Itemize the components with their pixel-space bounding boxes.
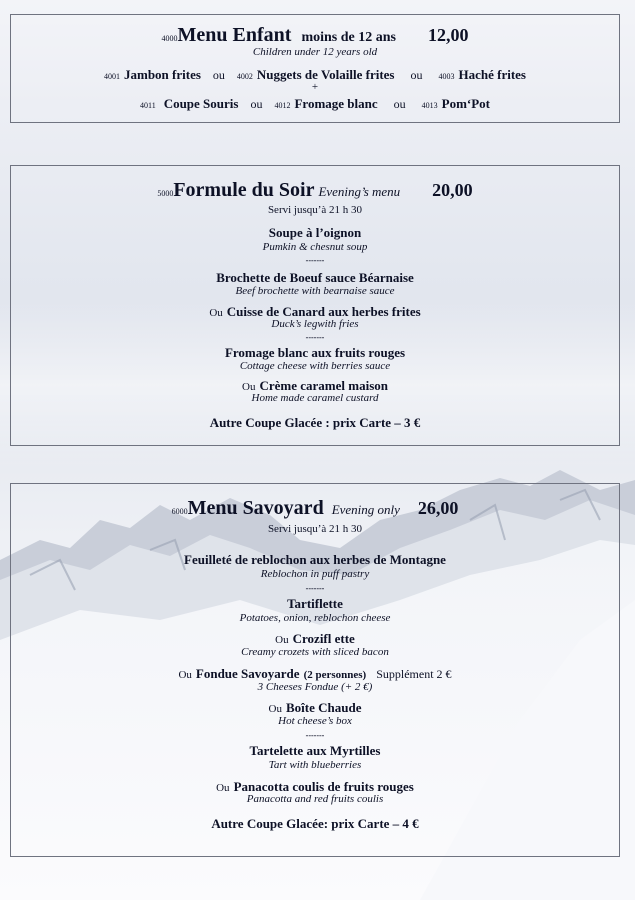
or-text: Ou <box>275 634 289 646</box>
menu-price: 12,00 <box>427 25 469 45</box>
item-code: 4001 <box>103 72 120 81</box>
menu-item: Panacotta coulis de fruits rouges <box>233 779 414 794</box>
separator: ------- <box>305 584 325 593</box>
menu-code: 4000 <box>161 34 178 43</box>
menu-item-english: 3 Cheeses Fondue (+ 2 €) <box>257 681 373 693</box>
or-text: Ou <box>268 703 282 715</box>
item-code: 4013 <box>421 101 438 110</box>
menu-item-english: Potatoes, onion, reblochon cheese <box>239 612 391 624</box>
menu-price: 20,00 <box>432 180 473 200</box>
menu-item-note: (2 personnes) <box>303 669 367 681</box>
menu-item-english: Cottage cheese with berries sauce <box>239 360 391 372</box>
menu-item: Boîte Chaude <box>285 700 362 715</box>
separator: ------- <box>305 731 325 740</box>
extra-ice-cream: Autre Coupe Glacée: prix Carte – 4 € <box>211 816 419 831</box>
menu-item: Crozifl ette <box>292 631 355 646</box>
menu-english-subtitle: Children under 12 years old <box>252 46 378 58</box>
menu-subtitle: Evening’s menu <box>318 184 401 199</box>
supplement-price: Supplément 2 € <box>376 667 452 681</box>
or-text: Ou <box>178 669 192 681</box>
menu-item: Tartelette aux Myrtilles <box>249 743 381 758</box>
menu-item-english: Pumkin & chesnut soup <box>262 241 368 253</box>
menu-item: Pom‘Pot <box>441 96 491 111</box>
or-text: Ou <box>216 782 230 794</box>
or-text: Ou <box>242 381 256 393</box>
menu-item: Cuisse de Canard aux herbes frites <box>226 304 421 319</box>
menu-title: Menu Enfant <box>177 24 292 46</box>
menu-enfant-section <box>10 14 620 123</box>
menu-item-english: Tart with blueberries <box>268 759 362 771</box>
menu-item: Jambon frites <box>123 67 201 82</box>
menu-title: Formule du Soir <box>173 179 315 201</box>
item-code: 4011 <box>139 101 156 110</box>
separator: ------- <box>305 256 325 265</box>
menu-item: Coupe Souris <box>163 96 239 111</box>
menu-item-english: Home made caramel custard <box>251 392 379 404</box>
menu-code: 5000 <box>157 189 174 198</box>
menu-subtitle: Evening only <box>331 502 400 517</box>
menu-item-english: Duck’s legwith fries <box>271 318 359 330</box>
menu-item: Crème caramel maison <box>259 378 388 393</box>
menu-item: Feuilleté de reblochon aux herbes de Montagne <box>184 552 446 567</box>
menu-title: Menu Savoyard <box>187 497 324 519</box>
menu-code: 6000 <box>171 507 188 516</box>
menu-item-english: Hot cheese’s box <box>278 715 352 727</box>
extra-ice-cream: Autre Coupe Glacée : prix Carte – 3 € <box>209 415 421 430</box>
menu-item: Brochette de Boeuf sauce Béarnaise <box>216 270 414 285</box>
menu-price: 26,00 <box>417 498 459 518</box>
menu-item: Fromage blanc aux fruits rouges <box>224 345 406 360</box>
or-text: ou <box>250 97 263 111</box>
menu-item: Nuggets de Volaille frites <box>256 67 395 82</box>
menu-item-english: Panacotta and red fruits coulis <box>246 793 384 805</box>
item-code: 4012 <box>274 101 291 110</box>
or-text: ou <box>393 97 406 111</box>
menu-item: Fondue Savoyarde <box>195 666 300 681</box>
menu-item-english: Creamy crozets with sliced bacon <box>241 646 389 658</box>
menu-item: Haché frites <box>458 67 526 82</box>
menu-subtitle: moins de 12 ans <box>301 30 396 45</box>
item-code: 4003 <box>438 72 455 81</box>
or-text: Ou <box>209 307 223 319</box>
menu-item: Fromage blanc <box>294 96 378 111</box>
menu-item: Soupe à l’oignon <box>268 225 362 240</box>
or-text: ou <box>212 68 225 82</box>
separator: ------- <box>305 333 325 342</box>
menu-item-english: Reblochon in puff pastry <box>260 568 370 580</box>
menu-item: Tartiflette <box>287 596 343 611</box>
kids-dessert-options <box>11 95 619 113</box>
item-code: 4002 <box>236 72 253 81</box>
formule-soir-section <box>10 165 620 446</box>
menu-savoyard-section <box>10 483 620 857</box>
served-until: Servi jusqu’à 21 h 30 <box>267 204 363 216</box>
or-text: ou <box>410 68 423 82</box>
served-until: Servi jusqu’à 21 h 30 <box>267 523 363 535</box>
menu-item-english: Beef brochette with bearnaise sauce <box>235 285 395 297</box>
plus-sign: + <box>311 81 319 93</box>
